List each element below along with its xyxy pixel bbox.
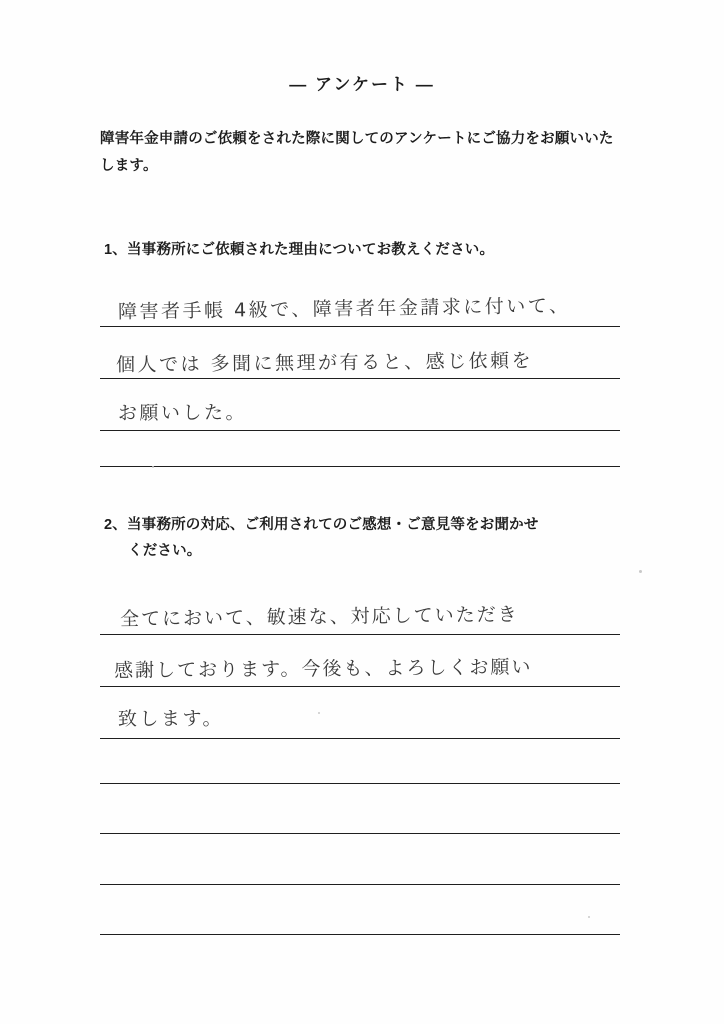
- answer-line-2-5: [100, 833, 620, 834]
- intro-paragraph: 障害年金申請のご依頼をされた際に関してのアンケートにご協力をお願いいたします。: [100, 131, 614, 174]
- question-2-continuation: ください。: [128, 543, 202, 560]
- handwritten-answer-1-line-2: 個人では 多聞に無理が有ると、感じ依頼を: [115, 349, 534, 377]
- answer-line-1-3: [100, 430, 620, 431]
- answer-line-2-7: [100, 934, 620, 935]
- question-1-number: 1、: [104, 242, 127, 258]
- answer-line-2-4: [100, 783, 620, 784]
- question-2-number: 2、: [104, 517, 127, 533]
- handwritten-answer-1-line-3: お願いした。: [117, 401, 248, 425]
- handwritten-answer-2-line-3: 致します。: [117, 707, 225, 731]
- question-2-text: 当事務所の対応、ご利用されてのご感想・ご意見等をお聞かせ: [126, 517, 539, 533]
- scan-speck: [318, 712, 320, 714]
- scan-speck: [152, 466, 154, 468]
- answer-line-2-2: [100, 686, 620, 687]
- answer-line-2-6: [100, 884, 620, 885]
- answer-line-1-2: [100, 378, 620, 379]
- question-1: [104, 237, 624, 263]
- handwritten-answer-1-line-1: 障害者手帳 4級で、障害者年金請求に付いて、: [117, 294, 571, 324]
- answer-line-1-4: [100, 466, 620, 467]
- answer-line-2-3: [100, 738, 620, 739]
- handwritten-answer-2-line-2: 感謝しております。今後も、よろしくお願い: [113, 656, 533, 682]
- scan-speck: [639, 570, 642, 573]
- question-2: [104, 512, 624, 564]
- question-1-text: 当事務所にご依頼された理由についてお教えください。: [126, 242, 495, 258]
- answer-line-1-1: [100, 326, 620, 327]
- page-title: — アンケート —: [289, 75, 435, 94]
- scan-speck: [588, 916, 590, 918]
- handwritten-answer-2-line-1: 全てにおいて、敏速な、対応していただき: [119, 603, 519, 631]
- answer-line-2-1: [100, 634, 620, 635]
